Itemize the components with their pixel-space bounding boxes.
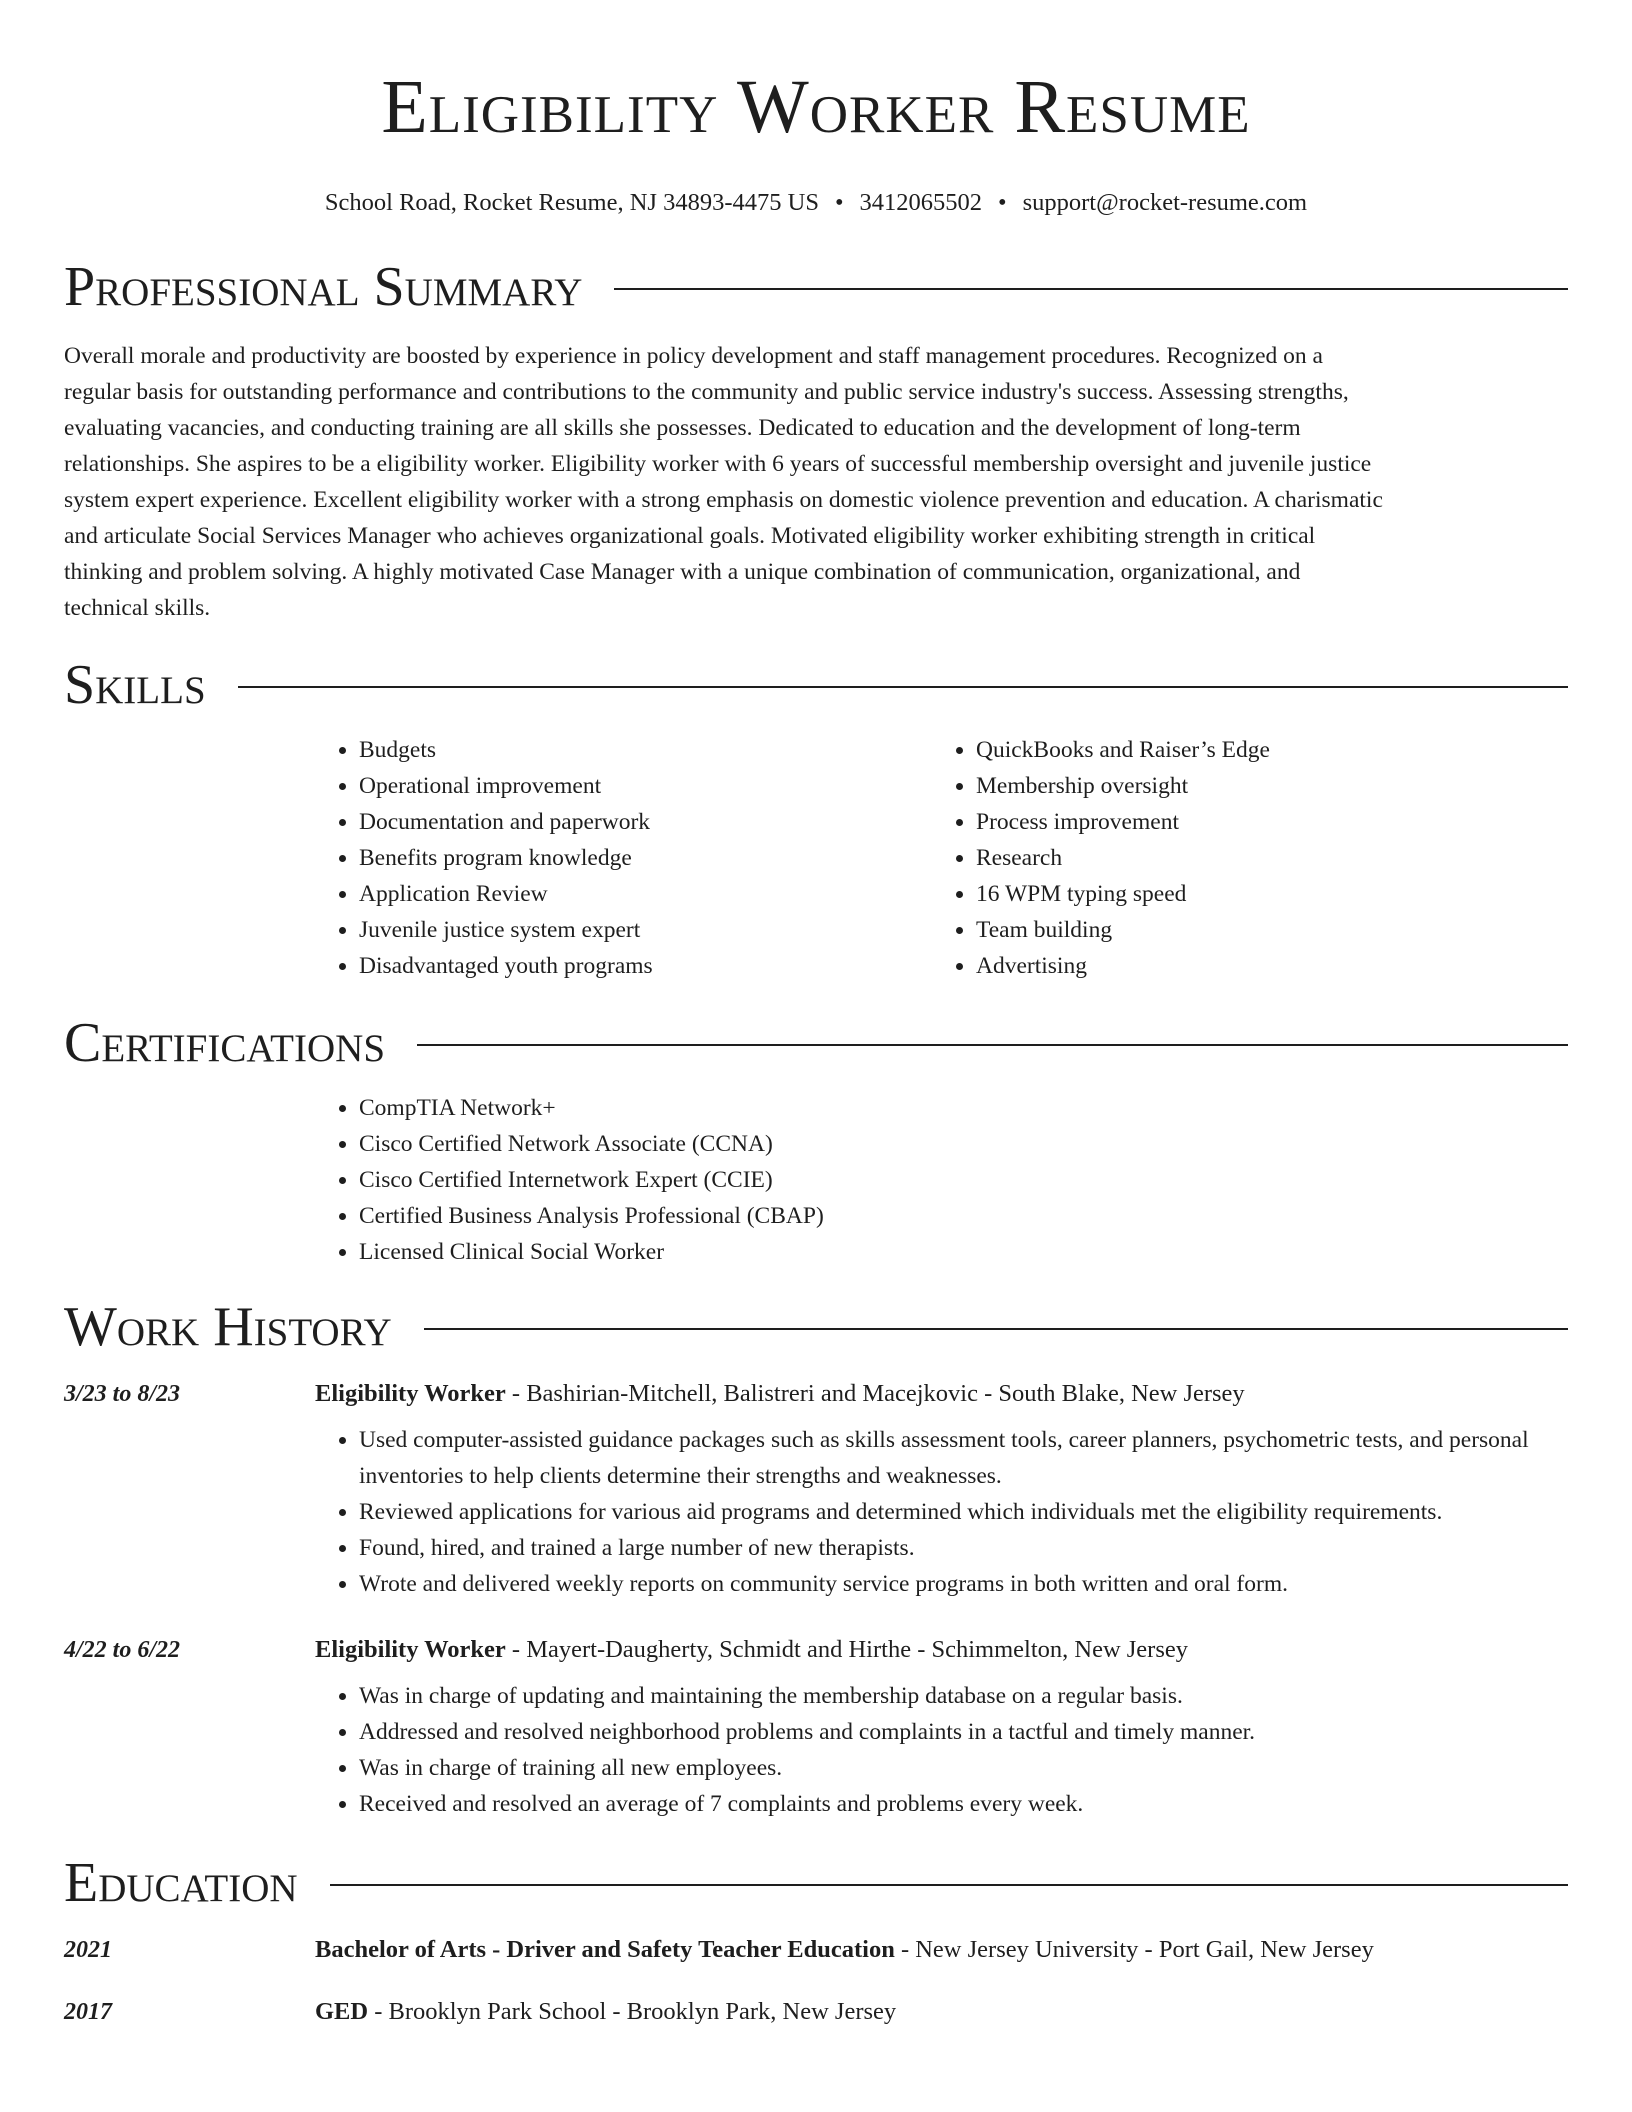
skill-item: • Operational improvement (359, 768, 932, 804)
education-school: - Brooklyn Park School - Brooklyn Park, New Jersey (368, 1998, 897, 2025)
skill-item: • Research (976, 840, 1549, 876)
skills-column-left (315, 732, 932, 984)
section-divider (417, 1044, 1568, 1046)
summary-heading: Professional Summary (64, 256, 583, 318)
work-history-section-header (64, 1294, 1568, 1360)
section-divider (424, 1328, 1568, 1330)
job-entry (64, 1636, 1568, 1822)
education-heading: Education (64, 1852, 298, 1914)
skill-item: • Team building (976, 912, 1549, 948)
job-bullet: • Used computer-assisted guidance packages such as skills assessment tools, career planners, psychometric tests, and personal inventories to help clients determine their strengths and weaknesses. (359, 1422, 1568, 1494)
contact-line (64, 188, 1568, 218)
summary-paragraph: Overall morale and productivity are boosted by experience in policy development and staff management procedures. Recognized on a regular basis for outstanding performance and contributions to the community and public service industry's success. Assessing strengths, evaluating vacancies, and conducting training are all skills she possesses. Dedicated to education and the development of long-term relationships. She aspires to be a eligibility worker. Eligibility worker with 6 years of successful membership oversight and juvenile justice system expert experience. Excellent eligibility worker with a strong emphasis on domestic violence prevention and education. A charismatic and articulate Social Services Manager who achieves organizational goals. Motivated eligibility worker exhibiting strength in critical thinking and problem solving. A highly motivated Case Manager with a unique combination of communication, organizational, and technical skills. (64, 343, 1383, 621)
certification-item: • Cisco Certified Network Associate (CCNA) (359, 1126, 1568, 1162)
certification-item: • Cisco Certified Internetwork Expert (CCIE) (359, 1162, 1568, 1198)
skills-column-right (932, 732, 1549, 984)
job-title-line (315, 1636, 1188, 1664)
certification-item: • CompTIA Network+ (359, 1090, 1568, 1126)
certifications-list (315, 1090, 1568, 1270)
work-history-heading: Work History (64, 1296, 392, 1358)
section-divider (330, 1884, 1568, 1886)
section-divider (614, 288, 1568, 290)
contact-email: support@rocket-resume.com (1022, 189, 1308, 216)
job-bullet: • Was in charge of training all new employees. (359, 1750, 1568, 1786)
skill-item: • QuickBooks and Raiser’s Edge (976, 732, 1549, 768)
skill-item: • Application Review (359, 876, 932, 912)
job-header (64, 1636, 1568, 1664)
skill-item: • 16 WPM typing speed (976, 876, 1549, 912)
education-year: 2017 (64, 1999, 112, 2025)
certification-item: • Licensed Clinical Social Worker (359, 1234, 1568, 1270)
job-bullets (315, 1678, 1568, 1822)
job-bullet: • Received and resolved an average of 7 complaints and problems every week. (359, 1786, 1568, 1822)
education-entry (64, 1936, 1568, 1964)
section-divider (238, 686, 1568, 688)
certifications-heading: Certifications (64, 1012, 386, 1074)
certification-item: • Certified Business Analysis Professional (CBAP) (359, 1198, 1568, 1234)
contact-separator: • (998, 189, 1007, 216)
job-bullet: • Reviewed applications for various aid programs and determined which individuals met the eligibility requirements. (359, 1494, 1568, 1530)
job-bullet: • Found, hired, and trained a large number of new therapists. (359, 1530, 1568, 1566)
job-employer: - Bashirian-Mitchell, Balistreri and Macejkovic - South Blake, New Jersey (505, 1380, 1245, 1407)
education-degree: GED (315, 1998, 369, 2025)
skill-item: • Documentation and paperwork (359, 804, 932, 840)
education-school: - New Jersey University - Port Gail, New Jersey (894, 1936, 1374, 1963)
job-dates: 4/22 to 6/22 (64, 1637, 181, 1663)
job-bullets (315, 1422, 1568, 1602)
education-line (315, 1998, 896, 2026)
job-bullet: • Addressed and resolved neighborhood problems and complaints in a tactful and timely manner. (359, 1714, 1568, 1750)
summary-section-header (64, 254, 1568, 320)
education-degree: Bachelor of Arts - Driver and Safety Teacher Education (315, 1936, 895, 1963)
skill-item: • Advertising (976, 948, 1549, 984)
education-line (315, 1936, 1374, 1964)
resume-title: Eligibility Worker Resume (381, 65, 1251, 149)
education-year: 2021 (64, 1937, 112, 1963)
skill-item: • Benefits program knowledge (359, 840, 932, 876)
contact-address: School Road, Rocket Resume, NJ 34893-4475 US (324, 189, 819, 216)
certifications-section-header (64, 1010, 1568, 1076)
job-header (64, 1380, 1568, 1408)
contact-phone: 3412065502 (859, 189, 983, 216)
skills-heading: Skills (64, 654, 206, 716)
education-entry (64, 1998, 1568, 2026)
education-section-header (64, 1850, 1568, 1916)
job-role: Eligibility Worker (315, 1636, 506, 1663)
skill-item: • Budgets (359, 732, 932, 768)
skill-item: • Disadvantaged youth programs (359, 948, 932, 984)
job-title-line (315, 1380, 1245, 1408)
job-bullet: • Wrote and delivered weekly reports on community service programs in both written and oral form. (359, 1566, 1568, 1602)
skills-list (315, 732, 1568, 984)
skills-section-header (64, 652, 1568, 718)
job-role: Eligibility Worker (315, 1380, 506, 1407)
job-employer: - Mayert-Daugherty, Schmidt and Hirthe - Schimmelton, New Jersey (505, 1636, 1188, 1663)
skill-item: • Membership oversight (976, 768, 1549, 804)
skill-item: • Juvenile justice system expert (359, 912, 932, 948)
contact-separator: • (834, 189, 844, 216)
job-entry (64, 1380, 1568, 1602)
job-bullet: • Was in charge of updating and maintaining the membership database on a regular basis. (359, 1678, 1568, 1714)
job-dates: 3/23 to 8/23 (64, 1381, 181, 1407)
skill-item: • Process improvement (976, 804, 1549, 840)
